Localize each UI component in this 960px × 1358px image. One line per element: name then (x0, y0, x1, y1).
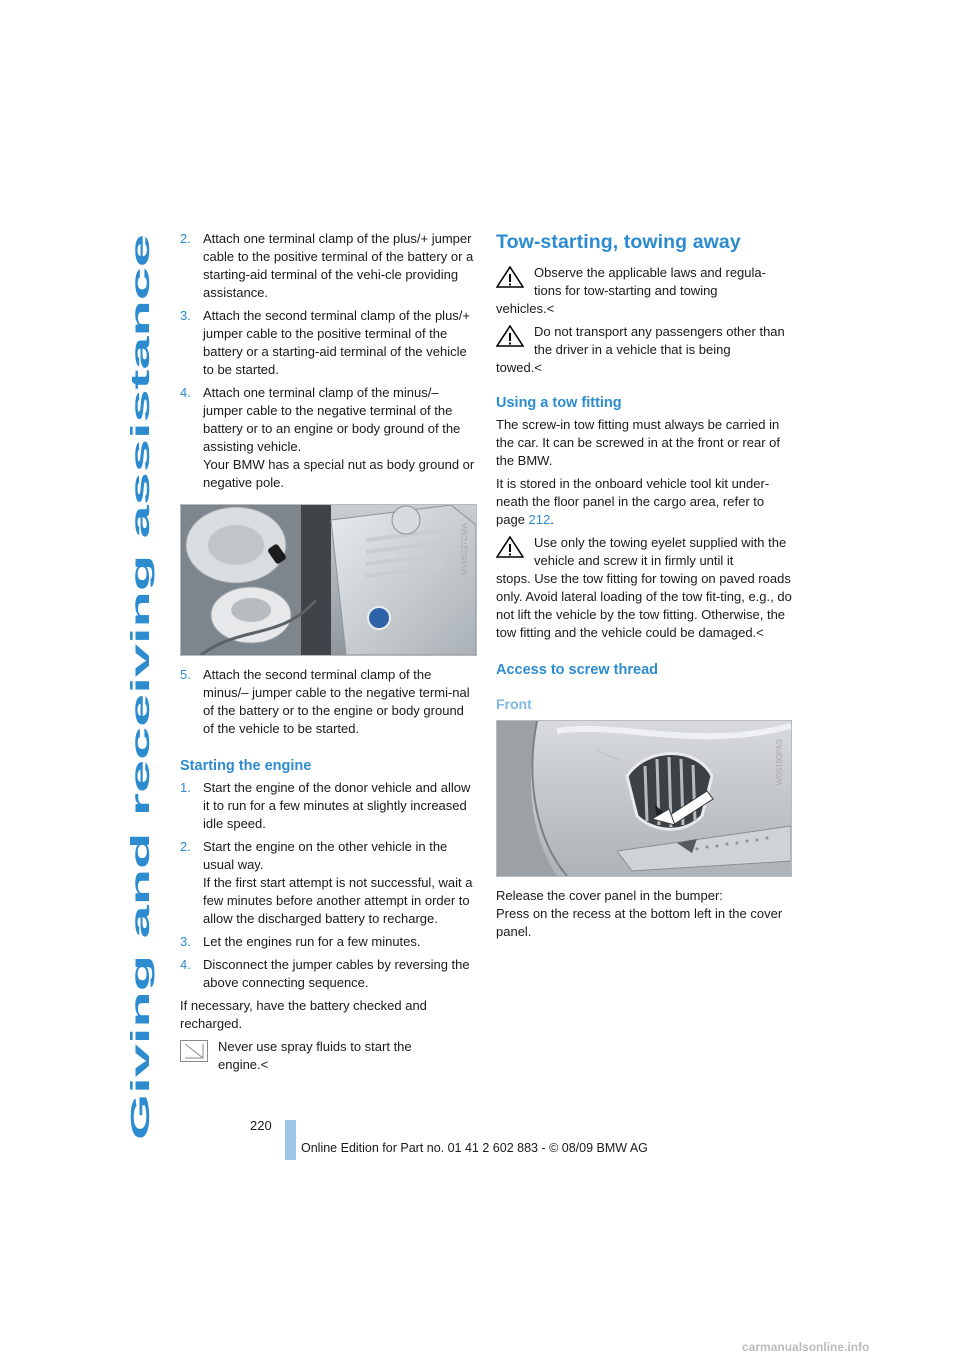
note-spray-fluids (180, 1038, 475, 1074)
step-number: 3. (180, 934, 191, 949)
step-text: Attach the second terminal clamp of the minus/– jumper cable to the negative termi-nal of the battery or to the engine or body ground of the vehicle to be started. (203, 667, 470, 736)
warning-text-end: stops. Use the tow fitting for towing on paved roads only. Avoid lateral loading of the tow fit-ting, e.g., do not lift the vehicle by the tow fitting. Otherwise, the tow fitting and the vehicle could be damaged.< (496, 571, 792, 640)
engine-bay-photo (180, 504, 477, 656)
engine-bay-illustration (181, 505, 476, 655)
page-reference-link[interactable]: 212 (528, 512, 551, 527)
watermark: carmanualsonline.info (742, 1340, 870, 1354)
front-heading: Front (496, 696, 532, 712)
footer-edition: Online Edition for Part no. 01 41 2 602 883 - © 08/09 BMW AG (301, 1141, 648, 1155)
step-number: 5. (180, 667, 191, 682)
front-caption-2: Press on the recess at the bottom left in the cover panel. (496, 906, 783, 939)
step-item (180, 838, 475, 928)
step-item (180, 307, 475, 379)
warning-text-end: vehicles.< (496, 301, 555, 316)
step-number: 2. (180, 839, 191, 854)
step-number: 2. (180, 231, 191, 246)
step-number: 4. (180, 957, 191, 972)
tow-fitting-text-end: . (550, 512, 554, 527)
right-column (496, 230, 792, 946)
front-bumper-photo (496, 720, 792, 877)
step-item (180, 933, 475, 951)
note-text-end: engine.< (218, 1057, 269, 1072)
warning-text-end: towed.< (496, 360, 542, 375)
warning-passengers (496, 323, 792, 377)
step-item (180, 230, 475, 302)
warning-triangle-icon (496, 266, 524, 288)
step-item (180, 779, 475, 833)
step-text: Let the engines run for a few minutes. (203, 934, 421, 949)
step-text: Attach one terminal clamp of the minus/– jumper cable to the negative terminal of the battery or to an engine or body ground of the assisting vehicle. (203, 385, 461, 454)
step-number: 3. (180, 308, 191, 323)
front-caption-1: Release the cover panel in the bumper: (496, 888, 723, 903)
step-item (180, 956, 475, 992)
step-text: Start the engine of the donor vehicle and allow it to run for a few minutes at slightly increased idle speed. (203, 780, 471, 831)
warning-laws (496, 264, 792, 318)
page-number: 220 (250, 1118, 272, 1133)
step-text: Attach one terminal clamp of the plus/+ jumper cable to the positive terminal of the battery or a starting-aid terminal of the vehi-cle providing assistance. (203, 231, 474, 300)
starting-steps-list (180, 779, 475, 992)
tow-fitting-paragraph-1: The screw-in tow fitting must always be carried in the car. It can be screwed in at the front or rear of the BMW. (496, 417, 780, 468)
warning-triangle-icon (496, 536, 524, 558)
warning-text: Do not transport any passengers other than the driver in a vehicle that is being (534, 324, 785, 357)
front-photo-code: W0S190PAS (775, 739, 784, 786)
chapter-title-text: Giving and receiving assistance (125, 744, 155, 1140)
chapter-side-title-svg (122, 230, 158, 1140)
note-icon (180, 1040, 208, 1062)
warning-triangle-icon (496, 325, 524, 347)
after-text: If necessary, have the battery checked and recharged. (180, 998, 427, 1031)
tow-fitting-paragraph-2 (496, 475, 792, 529)
warning-text: Use only the towing eyelet supplied with the vehicle and screw it in firmly until it (534, 535, 787, 568)
note-text: Never use spray fluids to start the (218, 1039, 412, 1054)
footer-accent-bar (285, 1120, 296, 1160)
front-bumper-illustration (497, 721, 791, 876)
warning-text: Observe the applicable laws and regula-tions for tow-starting and towing (534, 265, 766, 298)
jumper-steps-list (180, 230, 475, 492)
step-extra-text: If the first start attempt is not successful, wait a few minutes before another attempt in order to allow the discharged battery to recharge. (203, 875, 473, 926)
left-column (180, 230, 475, 1079)
jumper-step-5 (180, 666, 475, 738)
step-item (180, 384, 475, 492)
step-text: Disconnect the jumper cables by reversing the above connecting sequence. (203, 957, 470, 990)
tow-fitting-text: It is stored in the onboard vehicle tool kit under-neath the floor panel in the cargo area, refer to page (496, 476, 770, 527)
starting-engine-heading: Starting the engine (180, 758, 312, 774)
step-text: Start the engine on the other vehicle in the usual way. (203, 839, 448, 872)
access-heading: Access to screw thread (496, 662, 658, 678)
tow-fitting-heading: Using a tow fitting (496, 395, 622, 411)
step-number: 4. (180, 385, 191, 400)
step-extra-text: Your BMW has a special nut as body ground or negative pole. (203, 457, 475, 490)
tow-heading: Tow-starting, towing away (496, 231, 741, 253)
chapter-side-title (122, 230, 158, 1140)
engine-photo-code: MV00227CMA (460, 523, 469, 576)
warning-towing-eyelet (496, 534, 792, 642)
step-number: 1. (180, 780, 191, 795)
step-text: Attach the second terminal clamp of the plus/+ jumper cable to the positive terminal of the battery or a starting-aid terminal of the vehicle to be started. (203, 308, 471, 377)
